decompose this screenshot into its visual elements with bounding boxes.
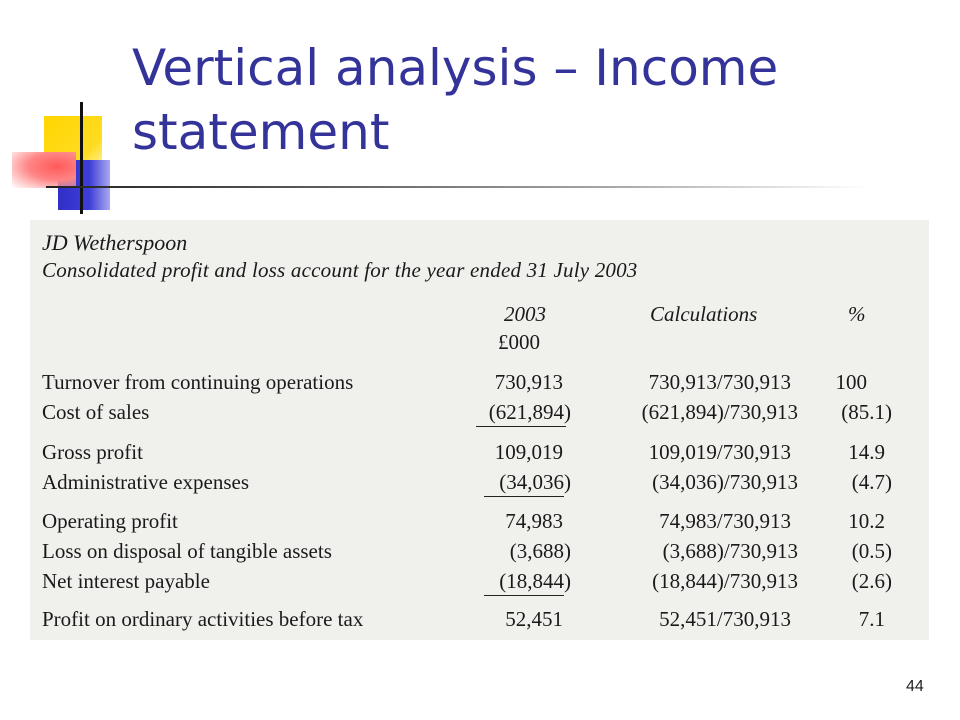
row-calculation: (34,036)/730,913 [652,470,798,494]
row-value: (34,036) [499,470,571,494]
row-percent: (4.7) [851,470,892,494]
row-value: 109,019 [494,440,563,464]
subtotal-rule [484,496,564,497]
row-value: 52,451 [505,607,563,631]
header-percent: % [848,302,866,326]
header-unit: £000 [498,330,540,354]
row-percent: 100 [835,370,867,394]
row-percent: 7.1 [858,607,885,631]
row-percent: (0.5) [851,539,892,563]
row-label: Gross profit [42,440,143,464]
row-percent: (85.1) [841,400,892,424]
row-calculation: (3,688)/730,913 [662,539,798,563]
company-name: JD Wetherspoon [42,230,188,255]
subtotal-rule [484,595,564,596]
row-value: 730,913 [494,370,563,394]
slide-title-line1: Vertical analysis – Income [132,39,779,97]
logo-vertical-line [80,102,83,214]
header-year: 2003 [504,302,546,326]
logo-red-square [12,152,76,188]
row-calculation: 109,019/730,913 [648,440,791,464]
row-value: (621,894) [488,400,571,424]
row-percent: (2.6) [851,569,892,593]
row-value: (18,844) [499,569,571,593]
statement-subtitle: Consolidated profit and loss account for the year ended 31 July 2003 [42,258,638,282]
row-calculation: (18,844)/730,913 [652,569,798,593]
slide-title-line2: statement [132,103,390,161]
header-calculations: Calculations [650,302,758,326]
row-percent: 14.9 [848,440,885,464]
slide-title [132,36,778,164]
row-calculation: 52,451/730,913 [659,607,791,631]
row-calculation: 730,913/730,913 [648,370,791,394]
row-label: Administrative expenses [42,470,250,494]
row-percent: 10.2 [848,509,885,533]
title-underline [46,186,866,188]
row-label: Operating profit [42,509,178,533]
row-value: (3,688) [509,539,571,563]
subtotal-rule [476,426,566,427]
row-calculation: 74,983/730,913 [659,509,791,533]
page-number: 44 [906,678,924,695]
row-calculation: (621,894)/730,913 [641,400,798,424]
row-label: Net interest payable [42,569,210,593]
row-label: Cost of sales [42,400,150,424]
row-value: 74,983 [505,509,563,533]
income-statement-image [30,220,929,640]
row-label: Loss on disposal of tangible assets [42,539,332,563]
row-label: Turnover from continuing operations [42,370,354,394]
row-label: Profit on ordinary activities before tax [42,607,364,631]
